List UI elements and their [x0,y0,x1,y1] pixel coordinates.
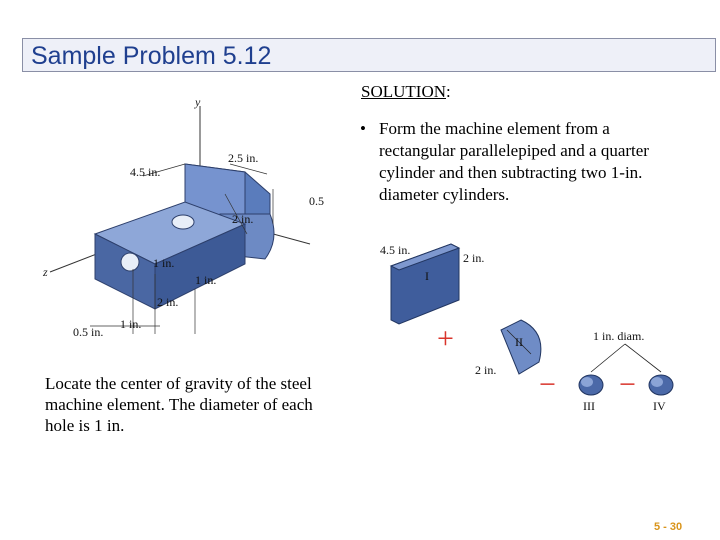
minus-sign-2: − [619,368,636,401]
dim-1-in-hole: 1 in. [153,256,175,270]
minus-sign-1: − [539,368,556,401]
piece-i-label: I [425,269,429,283]
dim-0-5-in-left: 0.5 in. [73,325,104,339]
plus-sign: + [437,322,454,355]
fig2-label-2-in-top: 2 in. [463,251,485,265]
solution-heading-colon: : [446,82,451,101]
dim-4-5-in: 4.5 in. [130,165,161,179]
hole-diameter-label: 1 in. diam. [593,329,645,343]
bullet-icon: • [360,119,366,138]
piece-iii-label: III [583,399,595,413]
solution-bullet-text: Form the machine element from a rectangular parallelepiped and a quarter cylinder and then subtracting two 1-in. diameter cylinders. [379,119,649,204]
solution-heading-text: SOLUTION [361,82,446,101]
solution-heading [361,82,451,102]
fig2-label-2-in-bottom: 2 in. [475,363,497,377]
dim-2-in-radius: 2 in. [232,212,254,226]
axis-y-label: y [195,95,201,109]
axis-z-label: z [43,265,48,279]
piece-ii-label: II [515,335,523,349]
dim-0-5-right: 0.5 [309,194,324,208]
dim-2-in-bottom: 2 in. [157,295,179,309]
dim-1-in-left: 1 in. [120,317,142,331]
machine-element-figure [35,94,329,348]
dim-2-5-in: 2.5 in. [228,151,259,165]
dim-1-in-offset: 1 in. [195,273,217,287]
piece-iv-label: IV [653,399,666,413]
page-number: 5 - 30 [654,521,683,533]
problem-statement: Locate the center of gravity of the steel machine element. The diameter of each hole is 1 in. [45,374,313,435]
slide-title-bar [22,38,716,72]
decomposition-figure [379,224,685,416]
slide-title: Sample Problem 5.12 [31,42,272,70]
fig2-label-4-5-in: 4.5 in. [380,243,411,257]
